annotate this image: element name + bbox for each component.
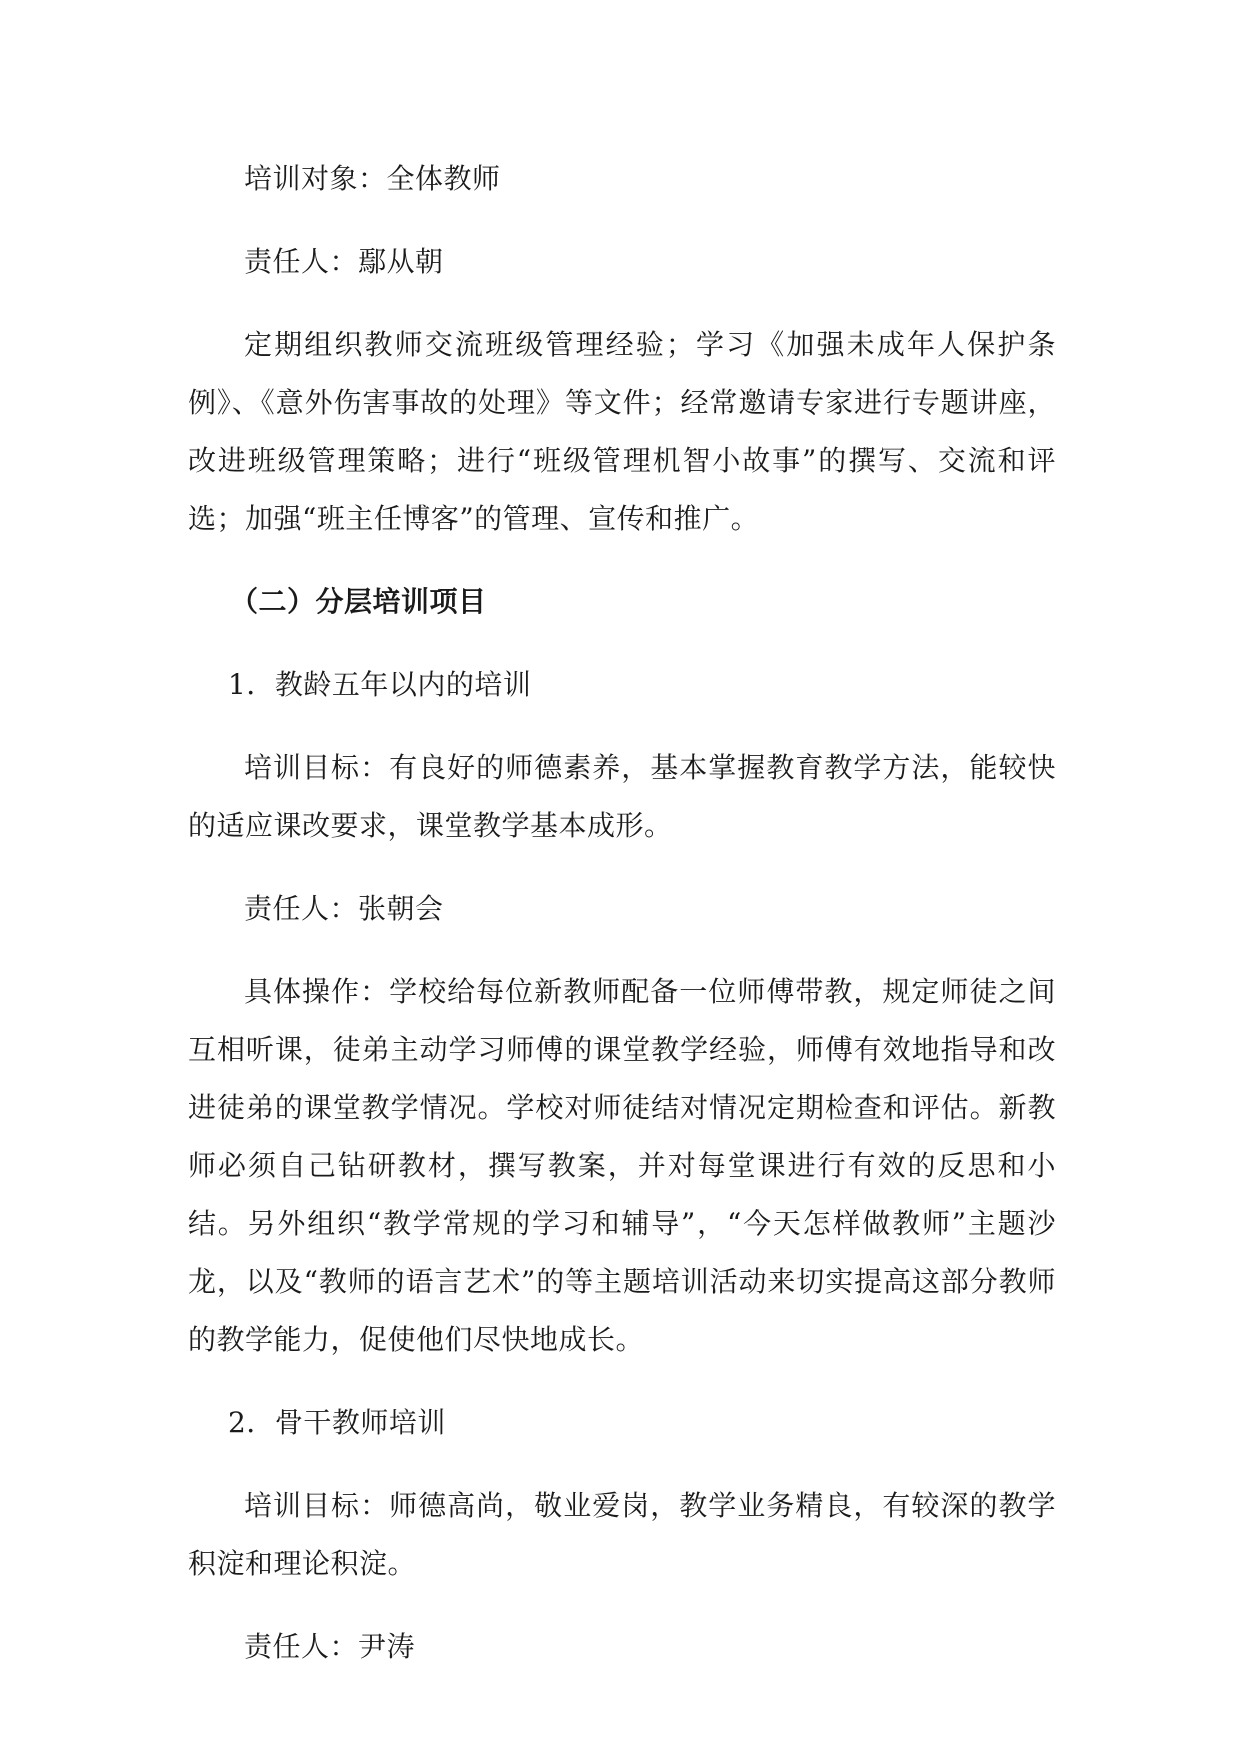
- operation-paragraph: 具体操作：学校给每位新教师配备一位师傅带教，规定师徒之间互相听课，徒弟主动学习师傅的课堂教学经验，师傅有效地指导和改进徒弟的课堂教学情况。学校对师徒结对情况定期检查和评估。新教师必须自己钻研教材，撰写教案，并对每堂课进行有效的反思和小结。另外组织“教学常规的学习和辅导”，“今天怎样做教师”主题沙龙，以及“教师的语言艺术”的等主题培训活动来切实提高这部分教师的教学能力，促使他们尽快地成长。: [188, 975, 1056, 1356]
- section-heading: （二）分层培训项目: [230, 585, 487, 618]
- training-goal-paragraph-1: 培训目标：有良好的师德素养，基本掌握教育教学方法，能较快的适应课改要求，课堂教学基本成形。: [188, 751, 1056, 842]
- responsible-person-paragraph-3: 责任人：尹涛: [244, 1630, 416, 1663]
- training-goal-paragraph-2: 培训目标：师德高尚，敬业爱岗，教学业务精良，有较深的教学积淀和理论积淀。: [188, 1489, 1056, 1580]
- class-management-paragraph: 定期组织教师交流班级管理经验；学习《加强未成年人保护条例》、《意外伤害事故的处理》等文件；经常邀请专家进行专题讲座，改进班级管理策略；进行“班级管理机智小故事”的撰写、交流和评选；加强“班主任博客”的管理、宣传和推广。: [188, 328, 1056, 535]
- numbered-item-2: 2．骨干教师培训: [228, 1406, 446, 1439]
- document-body: [188, 150, 1056, 1701]
- responsible-person-paragraph: 责任人：鄢从朝: [244, 245, 444, 278]
- training-target-paragraph: 培训对象：全体教师: [244, 162, 501, 195]
- responsible-person-paragraph-2: 责任人：张朝会: [244, 892, 444, 925]
- numbered-item-1: 1．教龄五年以内的培训: [228, 668, 532, 701]
